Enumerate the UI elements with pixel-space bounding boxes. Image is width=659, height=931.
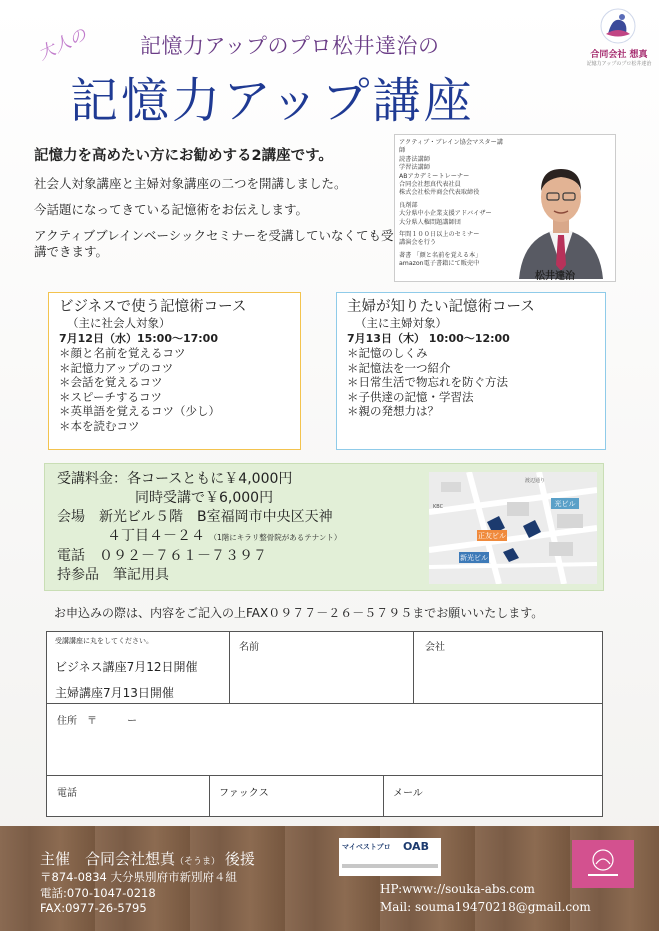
- company-label: 会社: [425, 642, 445, 653]
- host-address: [40, 870, 237, 917]
- course-title: ビジネスで使う記憶術コース: [59, 299, 247, 315]
- venue-map: [429, 472, 597, 584]
- list-item: ＊親の発想力は？: [347, 404, 439, 419]
- host-name: 主催 合同会社想真: [40, 850, 176, 868]
- profile-bio-line: 著書 「顔と名前を覚える本」: [399, 251, 482, 259]
- list-item: ＊記憶のしくみ: [347, 346, 428, 360]
- venue-address: ４丁目４－２４: [107, 528, 205, 544]
- instructor-photo: [509, 143, 613, 279]
- map-label-shoyu: 正友ビル: [478, 532, 506, 540]
- phone-line: 電話:070-1047-0218: [40, 885, 156, 900]
- logo-mark-icon: [600, 8, 636, 44]
- list-item: ＊スピーチするコツ: [59, 389, 163, 404]
- list-item: ＊本を読むコツ: [59, 418, 140, 433]
- map-road-label: KBC: [433, 504, 444, 510]
- list-item: ＊日常生活で物忘れを防ぐ方法: [347, 375, 508, 390]
- phone-label: 電話: [57, 788, 77, 799]
- page-subtitle: 記憶力アップのプロ松井達治の: [140, 34, 440, 58]
- info-text: [57, 470, 341, 585]
- course-target: （主に社会人対象）: [67, 316, 171, 330]
- info-section: [44, 463, 604, 591]
- sponsor-mybestpro: マイベストプロ: [342, 843, 391, 851]
- company-logo: [586, 8, 652, 76]
- profile-bio-line: 年間１００日以上のセミナー: [399, 231, 480, 239]
- logo-company-name: 合同会社 想真: [590, 50, 648, 60]
- sponsor-logos: [339, 838, 441, 876]
- venue-note: （1階にキラリ整骨院があるテナント）: [209, 533, 342, 542]
- application-form: [46, 631, 603, 817]
- otona-label: 大人の: [35, 24, 90, 65]
- profile-bio-line: ABアカデミートレーナー: [399, 172, 470, 180]
- housewife-course-box: [336, 292, 606, 450]
- phone-line: 電話 ０９２－７６１－７３９７: [57, 548, 267, 564]
- list-item: ＊顔と名前を覚えるコツ: [59, 346, 186, 360]
- logo-tagline: 記憶力アップのプロ松井達治: [586, 61, 652, 67]
- name-label: 名前: [239, 642, 259, 653]
- intro-paragraph: 今話題になってきている記憶術をお伝えします。: [34, 202, 309, 217]
- footer-logo-icon: [572, 840, 634, 888]
- bring-line: 持参品 筆記用具: [57, 567, 169, 583]
- web-contact: [380, 880, 591, 916]
- profile-bio-line: 合同会社想真代表社員: [399, 181, 461, 189]
- map-label-shinko: 新光ビル: [460, 554, 488, 562]
- footer: [0, 826, 659, 931]
- fee-line: 受講料金：各コースともに￥4,000円: [57, 471, 293, 487]
- list-item: ＊会話を覚えるコツ: [59, 375, 163, 390]
- profile-bio-line: 講演会を行う: [399, 239, 437, 247]
- host-line: [40, 848, 255, 869]
- business-course-box: [48, 292, 301, 450]
- course-option-housewife[interactable]: 主婦講座7月13日開催: [55, 686, 174, 700]
- page-title: 記憶力アップ講座: [70, 73, 475, 129]
- apply-note: お申込みの際は、内容をご記入の上FAX０９７７－２６－５７９５までお願いいたします。: [54, 606, 544, 620]
- list-item: ＊英単語を覚えるコツ（少し）: [59, 404, 220, 419]
- fax-label: ファックス: [219, 788, 269, 799]
- instructor-name: 松井達治: [535, 271, 575, 282]
- fee-combined-line: 同時受講で￥6,000円: [135, 490, 274, 506]
- intro-paragraph: 社会人対象講座と主婦対象講座の二つを開講しました。: [34, 176, 347, 191]
- profile-bio-line: 大分県人権問題講師団: [399, 218, 461, 226]
- address-line: 〒874-0834 大分県別府市新別府４組: [40, 870, 238, 884]
- profile-bio-line: amazon電子書籍にて販売中: [399, 260, 480, 268]
- sponsor-oab: OAB: [403, 840, 429, 853]
- map-road-label: 渡辺通り: [525, 478, 546, 484]
- address-label: 住所 〒 ー: [57, 716, 137, 727]
- host-kana: （そうま）: [175, 857, 221, 867]
- course-select-label: 受講講座に丸をしてください。: [55, 637, 153, 645]
- intro-paragraph: アクティブブレインベーシックセミナーを受講していなくても受講できます。: [34, 228, 394, 259]
- footer-logo: [572, 840, 634, 888]
- instructor-profile: [394, 134, 616, 282]
- intro-section: [34, 148, 394, 270]
- course-title: 主婦が知りたい記憶術コース: [347, 299, 535, 315]
- course-target: （主に主婦対象）: [355, 316, 447, 330]
- profile-bio-line: 良剤部: [399, 201, 418, 209]
- list-item: ＊記憶法を一つ紹介: [347, 360, 451, 375]
- profile-bio-line: 読書法講師: [399, 155, 430, 163]
- intro-lead: 記憶力を高めたい方にお勧めする2講座です。: [34, 148, 333, 164]
- profile-bio-line: 大分県中小企業支援アドバイザー: [399, 210, 492, 218]
- profile-bio-line: 株式会社松井商会代表取締役: [399, 189, 480, 197]
- email-link[interactable]: Mail: souma19470218@gmail.com: [380, 900, 591, 914]
- list-item: ＊記憶力アップのコツ: [59, 360, 174, 375]
- course-topic-list: [347, 346, 595, 419]
- course-date: 7月13日（木） 10:00～12:00: [347, 332, 510, 345]
- homepage-link[interactable]: HP:www://souka-abs.com: [380, 882, 535, 896]
- sponsor-label: 後援: [224, 850, 255, 868]
- venue-line: 会場 新光ビル５階 B室福岡市中央区天神: [57, 509, 333, 525]
- course-date: 7月12日（水）15:00～17:00: [59, 332, 218, 345]
- fax-line: FAX:0977-26-5795: [40, 901, 147, 915]
- course-topic-list: [59, 346, 290, 434]
- mail-label: メール: [393, 788, 423, 799]
- profile-bio-line: 学習法講師: [399, 164, 430, 172]
- sponsor-strip: [342, 864, 438, 868]
- profile-bio-line: アクティブ・ブレイン協会マスター講師: [399, 139, 503, 155]
- map-label-hikari: 光ビル: [554, 500, 576, 508]
- profile-bio: [399, 139, 507, 269]
- course-option-business[interactable]: ビジネス講座7月12日開催: [55, 660, 198, 674]
- list-item: ＊子供達の記憶・学習法: [347, 389, 474, 404]
